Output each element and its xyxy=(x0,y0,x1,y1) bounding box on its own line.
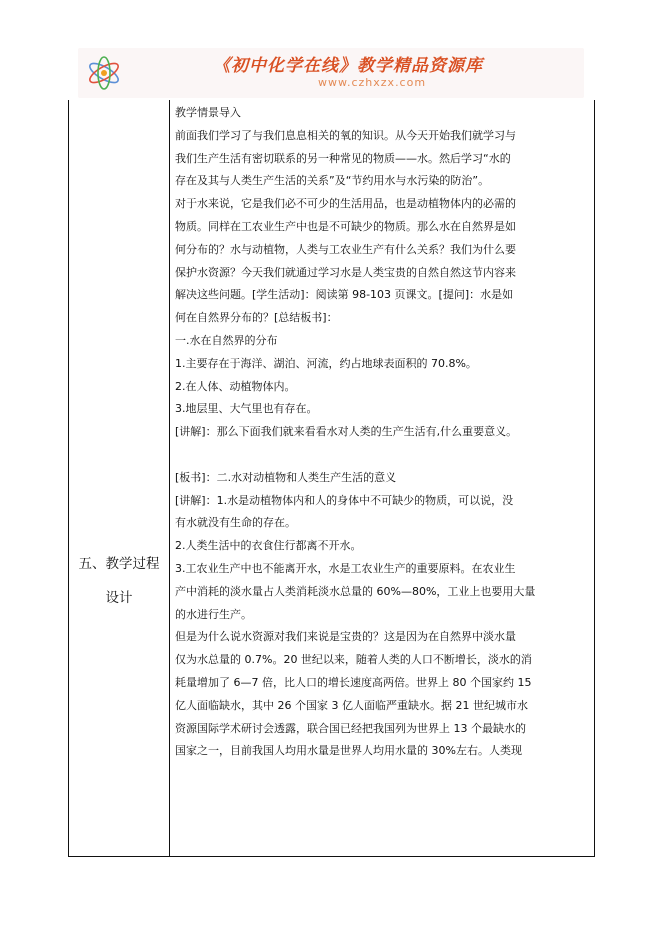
content-line: 解决这些问题。[学生活动]：阅读第 98-103 页课文。[提问]：水是如 xyxy=(175,288,514,302)
content-line: 3.工农业生产中也不能离开水，水是工农业生产的重要原料。在农业生 xyxy=(175,561,516,575)
content-line: 教学情景导入 xyxy=(175,106,241,119)
content-line: 对于水来说，它是我们必不可少的生活用品，也是动植物体内的必需的 xyxy=(175,197,516,211)
content-line: 但是为什么说水资源对我们来说是宝贵的？这是因为在自然界中淡水量 xyxy=(175,630,516,644)
content-line: 的水进行生产。 xyxy=(175,607,252,621)
content-line: 存在及其与人类生产生活的关系”及“节约用水与水污染的防治”。 xyxy=(175,174,490,188)
section-label-line2: 设计 xyxy=(105,590,133,606)
section-content xyxy=(175,102,589,763)
banner-title: 《初中化学在线》教学精品资源库 xyxy=(213,56,483,76)
content-line xyxy=(175,444,589,467)
content-line: 保护水资源？今天我们就通过学习水是人类宝贵的自然自然这节内容来 xyxy=(175,265,516,279)
content-line: 一.水在自然界的分布 xyxy=(175,333,278,347)
content-line: 国家之一，目前我国人均用水量是世界人均用水量的 30%左右。人类现 xyxy=(175,744,522,758)
content-line: 2.在人体、动植物体内。 xyxy=(175,379,296,393)
content-line: 有水就没有生命的存在。 xyxy=(175,516,296,530)
content-line: 物质。同样在工农业生产中也是不可缺少的物质。那么水在自然界是如 xyxy=(175,219,516,233)
section-label xyxy=(69,547,169,615)
content-line: 1.主要存在于海洋、湖泊、河流，约占地球表面积的 70.8%。 xyxy=(175,356,477,370)
content-line: 3.地层里、大气里也有存在。 xyxy=(175,402,318,416)
section-label-line1: 五、教学过程 xyxy=(78,556,160,572)
content-line: 资源国际学术研讨会透露，联合国已经把我国列为世界上 13 个最缺水的 xyxy=(175,721,526,735)
content-line: [讲解]：那么下面我们就来看看水对人类的生产生活有,什么重要意义。 xyxy=(175,425,518,439)
content-line: 前面我们学习了与我们息息相关的氧的知识。从今天开始我们就学习与 xyxy=(175,128,516,142)
content-line: 何分布的？水与动植物，人类与工农业生产有什么关系？我们为什么要 xyxy=(175,242,516,256)
banner-url: www.czhxzx.com xyxy=(318,76,427,89)
content-line: 耗量增加了 6—7 倍，比人口的增长速度高两倍。世界上 80 个国家约 15 xyxy=(175,675,532,689)
content-line: [讲解]：1.水是动植物体内和人的身体中不可缺少的物质，可以说，没 xyxy=(175,493,514,507)
content-line: 产中消耗的淡水量占人类消耗淡水总量的 60%—80%，工业上也要用大量 xyxy=(175,584,536,598)
content-line: [板书]：二.水对动植物和人类生产生活的意义 xyxy=(175,470,397,484)
content-line: 何在自然界分布的？[总结板书]： xyxy=(175,311,338,325)
lesson-table xyxy=(68,100,595,857)
content-line: 2.人类生活中的衣食住行都离不开水。 xyxy=(175,539,362,553)
header-banner xyxy=(78,48,584,98)
atom-logo-icon xyxy=(84,52,124,94)
content-line: 亿人面临缺水，其中 26 个国家 3 亿人面临严重缺水。据 21 世纪城市水 xyxy=(175,698,528,712)
column-divider xyxy=(169,100,170,856)
content-line: 仅为水总量的 0.7%。20 世纪以来，随着人类的人口不断增长，淡水的消 xyxy=(175,653,532,667)
content-line: 我们生产生活有密切联系的另一种常见的物质——水。然后学习“水的 xyxy=(175,151,511,165)
